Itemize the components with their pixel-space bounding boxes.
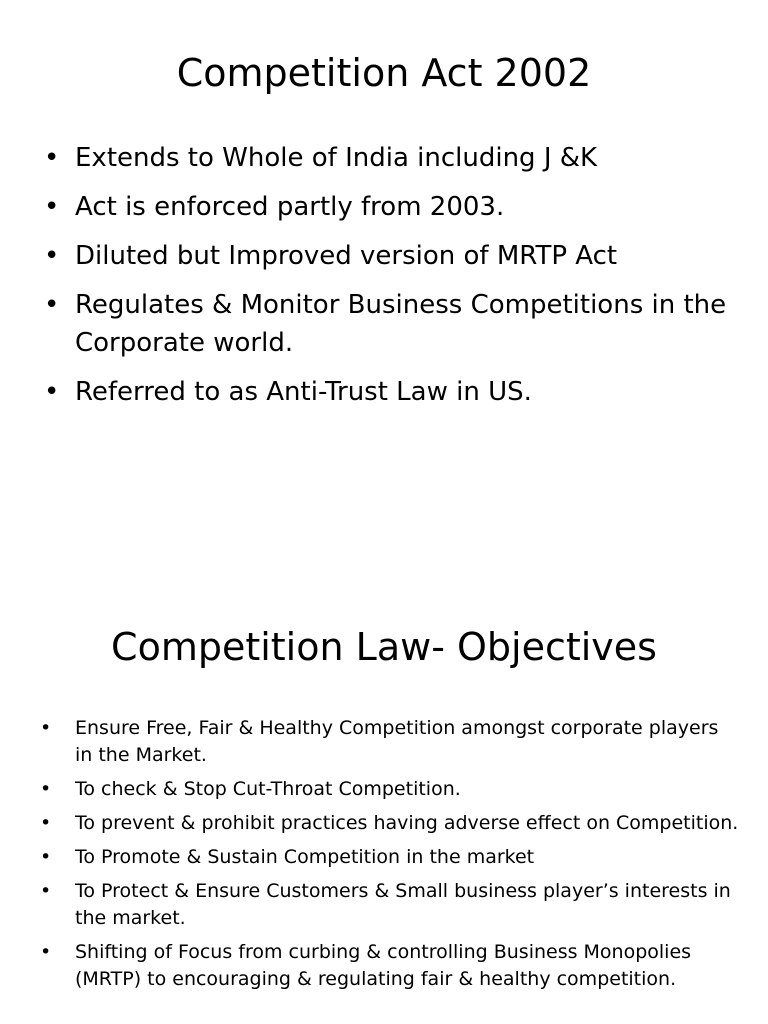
list-item bbox=[40, 844, 740, 871]
list-item bbox=[44, 286, 744, 362]
bullet-icon: • bbox=[40, 778, 52, 800]
list-item-text: Shifting of Focus from curbing & controlling Business Monopolies (MRTP) to encouraging & regulating fair & healthy competition. bbox=[75, 941, 692, 990]
slide-title: Competition Law- Objectives bbox=[111, 625, 657, 669]
list-item bbox=[44, 188, 744, 226]
bullet-icon: • bbox=[44, 290, 60, 320]
list-item-text: Act is enforced partly from 2003. bbox=[75, 192, 505, 222]
list-item-text: Regulates & Monitor Business Competitions in the Corporate world. bbox=[75, 290, 727, 358]
list-item-text: To Promote & Sustain Competition in the market bbox=[75, 846, 535, 868]
list-item-text: To check & Stop Cut-Throat Competition. bbox=[75, 778, 461, 800]
bullet-icon: • bbox=[44, 143, 60, 173]
list-item bbox=[40, 776, 740, 803]
list-item bbox=[40, 878, 740, 932]
bullet-list bbox=[44, 139, 744, 422]
list-item bbox=[44, 373, 744, 411]
list-item-text: Ensure Free, Fair & Healthy Competition amongst corporate players in the Market. bbox=[75, 717, 719, 766]
list-item bbox=[44, 237, 744, 275]
bullet-icon: • bbox=[44, 241, 60, 271]
list-item-text: Diluted but Improved version of MRTP Act bbox=[75, 241, 618, 271]
bullet-icon: • bbox=[40, 941, 52, 963]
list-item bbox=[40, 715, 740, 769]
bullet-icon: • bbox=[40, 717, 52, 739]
list-item-text: To Protect & Ensure Customers & Small business player’s interests in the market. bbox=[75, 880, 731, 929]
list-item-text: Extends to Whole of India including J &K bbox=[75, 143, 598, 173]
bullet-icon: • bbox=[40, 812, 52, 834]
list-item bbox=[44, 139, 744, 177]
bullet-list bbox=[40, 715, 740, 1000]
list-item-text: Referred to as Anti-Trust Law in US. bbox=[75, 377, 532, 407]
list-item bbox=[40, 810, 740, 837]
bullet-icon: • bbox=[40, 880, 52, 902]
slide-title: Competition Act 2002 bbox=[176, 51, 592, 95]
bullet-icon: • bbox=[44, 192, 60, 222]
list-item bbox=[40, 939, 740, 993]
bullet-icon: • bbox=[44, 377, 60, 407]
list-item-text: To prevent & prohibit practices having adverse effect on Competition. bbox=[75, 812, 739, 834]
bullet-icon: • bbox=[40, 846, 52, 868]
slide-competition-law-objectives bbox=[0, 512, 768, 1024]
